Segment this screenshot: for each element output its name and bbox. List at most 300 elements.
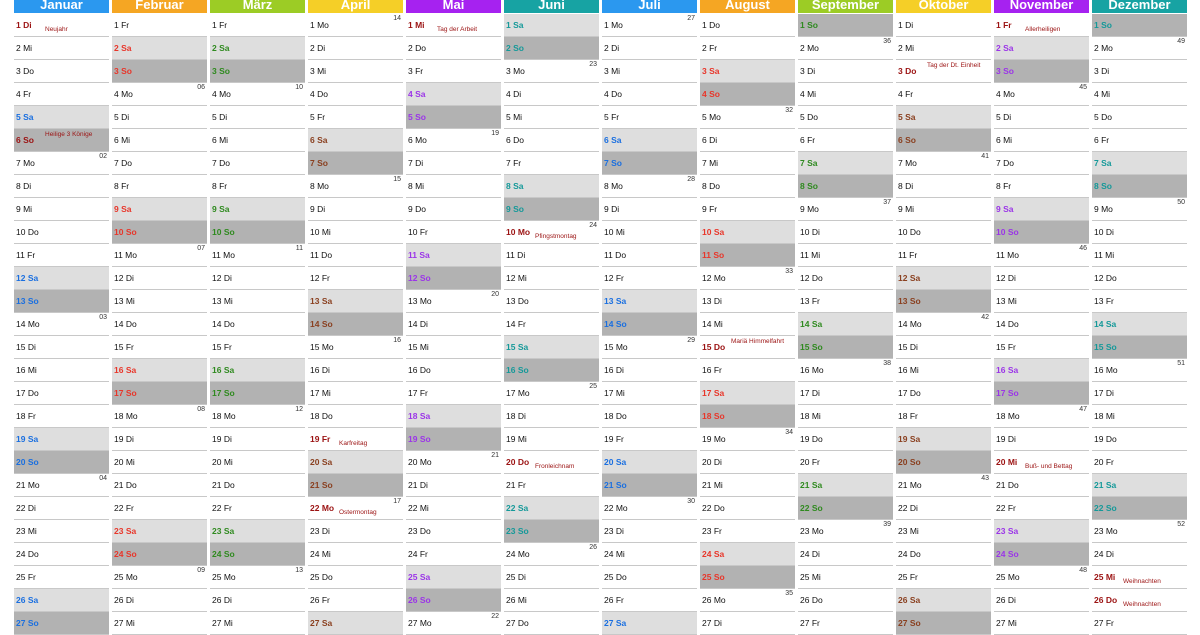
day-cell[interactable] xyxy=(210,244,305,267)
day-cell[interactable] xyxy=(308,106,403,129)
day-cell[interactable] xyxy=(504,106,599,129)
day-cell[interactable] xyxy=(798,14,893,37)
day-cell[interactable] xyxy=(504,198,599,221)
day-cell[interactable] xyxy=(602,313,697,336)
day-cell[interactable] xyxy=(504,566,599,589)
day-cell[interactable] xyxy=(994,37,1089,60)
day-cell[interactable] xyxy=(112,60,207,83)
day-cell[interactable] xyxy=(994,543,1089,566)
day-cell[interactable] xyxy=(602,83,697,106)
day-cell[interactable] xyxy=(308,336,403,359)
day-cell[interactable] xyxy=(1092,267,1187,290)
day-cell[interactable] xyxy=(112,543,207,566)
day-cell[interactable] xyxy=(308,83,403,106)
day-cell[interactable] xyxy=(14,60,109,83)
day-cell[interactable] xyxy=(210,474,305,497)
day-cell[interactable] xyxy=(210,382,305,405)
day-cell[interactable] xyxy=(602,428,697,451)
day-cell[interactable] xyxy=(406,382,501,405)
day-cell[interactable] xyxy=(896,336,991,359)
day-cell[interactable] xyxy=(602,566,697,589)
day-cell[interactable] xyxy=(1092,497,1187,520)
day-cell[interactable] xyxy=(308,152,403,175)
day-cell[interactable] xyxy=(308,405,403,428)
day-cell[interactable] xyxy=(798,37,893,60)
day-cell[interactable] xyxy=(602,382,697,405)
day-cell[interactable] xyxy=(308,175,403,198)
day-cell[interactable] xyxy=(896,37,991,60)
day-cell[interactable] xyxy=(210,83,305,106)
day-cell[interactable] xyxy=(798,152,893,175)
day-cell[interactable] xyxy=(406,221,501,244)
day-cell[interactable] xyxy=(1092,152,1187,175)
day-cell[interactable] xyxy=(798,405,893,428)
day-cell[interactable] xyxy=(896,244,991,267)
day-cell[interactable] xyxy=(700,520,795,543)
day-cell[interactable] xyxy=(112,497,207,520)
day-cell[interactable] xyxy=(602,336,697,359)
day-cell[interactable] xyxy=(308,359,403,382)
day-cell[interactable] xyxy=(504,313,599,336)
day-cell[interactable] xyxy=(994,428,1089,451)
day-cell[interactable] xyxy=(14,221,109,244)
day-cell[interactable] xyxy=(1092,382,1187,405)
day-cell[interactable] xyxy=(1092,106,1187,129)
day-cell[interactable] xyxy=(504,474,599,497)
day-cell[interactable] xyxy=(406,267,501,290)
day-cell[interactable] xyxy=(602,497,697,520)
day-cell[interactable] xyxy=(798,474,893,497)
day-cell[interactable] xyxy=(406,520,501,543)
day-cell[interactable] xyxy=(210,451,305,474)
day-cell[interactable] xyxy=(602,60,697,83)
day-cell[interactable] xyxy=(504,612,599,635)
day-cell[interactable] xyxy=(798,359,893,382)
day-cell[interactable] xyxy=(994,244,1089,267)
day-cell[interactable] xyxy=(504,497,599,520)
day-cell[interactable] xyxy=(14,290,109,313)
day-cell[interactable] xyxy=(14,175,109,198)
day-cell[interactable] xyxy=(1092,83,1187,106)
day-cell[interactable] xyxy=(994,359,1089,382)
day-cell[interactable] xyxy=(994,106,1089,129)
day-cell[interactable] xyxy=(1092,336,1187,359)
day-cell[interactable] xyxy=(308,566,403,589)
day-cell[interactable] xyxy=(994,520,1089,543)
day-cell[interactable] xyxy=(210,152,305,175)
day-cell[interactable] xyxy=(406,129,501,152)
day-cell[interactable] xyxy=(798,428,893,451)
day-cell[interactable] xyxy=(602,244,697,267)
day-cell[interactable] xyxy=(1092,37,1187,60)
day-cell[interactable] xyxy=(406,60,501,83)
day-cell[interactable] xyxy=(504,83,599,106)
day-cell[interactable] xyxy=(210,589,305,612)
day-cell[interactable] xyxy=(1092,405,1187,428)
day-cell[interactable] xyxy=(798,589,893,612)
day-cell[interactable] xyxy=(112,336,207,359)
day-cell[interactable] xyxy=(14,382,109,405)
day-cell[interactable] xyxy=(406,244,501,267)
day-cell[interactable] xyxy=(798,83,893,106)
day-cell[interactable] xyxy=(798,129,893,152)
day-cell[interactable] xyxy=(210,359,305,382)
day-cell[interactable] xyxy=(1092,589,1187,612)
day-cell[interactable] xyxy=(308,382,403,405)
day-cell[interactable] xyxy=(1092,428,1187,451)
day-cell[interactable] xyxy=(896,14,991,37)
day-cell[interactable] xyxy=(308,543,403,566)
day-cell[interactable] xyxy=(798,566,893,589)
day-cell[interactable] xyxy=(504,152,599,175)
day-cell[interactable] xyxy=(112,589,207,612)
day-cell[interactable] xyxy=(504,405,599,428)
day-cell[interactable] xyxy=(14,543,109,566)
day-cell[interactable] xyxy=(1092,290,1187,313)
day-cell[interactable] xyxy=(798,451,893,474)
day-cell[interactable] xyxy=(504,543,599,566)
day-cell[interactable] xyxy=(896,267,991,290)
day-cell[interactable] xyxy=(112,244,207,267)
day-cell[interactable] xyxy=(896,175,991,198)
day-cell[interactable] xyxy=(308,497,403,520)
day-cell[interactable] xyxy=(994,336,1089,359)
day-cell[interactable] xyxy=(700,612,795,635)
day-cell[interactable] xyxy=(112,566,207,589)
day-cell[interactable] xyxy=(14,14,109,37)
day-cell[interactable] xyxy=(602,14,697,37)
day-cell[interactable] xyxy=(1092,520,1187,543)
day-cell[interactable] xyxy=(994,497,1089,520)
day-cell[interactable] xyxy=(700,451,795,474)
day-cell[interactable] xyxy=(308,313,403,336)
day-cell[interactable] xyxy=(504,129,599,152)
day-cell[interactable] xyxy=(112,175,207,198)
day-cell[interactable] xyxy=(602,290,697,313)
day-cell[interactable] xyxy=(1092,359,1187,382)
day-cell[interactable] xyxy=(700,428,795,451)
day-cell[interactable] xyxy=(700,60,795,83)
day-cell[interactable] xyxy=(700,359,795,382)
day-cell[interactable] xyxy=(994,152,1089,175)
day-cell[interactable] xyxy=(112,221,207,244)
day-cell[interactable] xyxy=(798,520,893,543)
day-cell[interactable] xyxy=(406,37,501,60)
day-cell[interactable] xyxy=(1092,244,1187,267)
day-cell[interactable] xyxy=(1092,221,1187,244)
day-cell[interactable] xyxy=(700,129,795,152)
day-cell[interactable] xyxy=(700,382,795,405)
day-cell[interactable] xyxy=(896,497,991,520)
day-cell[interactable] xyxy=(602,267,697,290)
day-cell[interactable] xyxy=(798,543,893,566)
day-cell[interactable] xyxy=(308,428,403,451)
day-cell[interactable] xyxy=(994,313,1089,336)
day-cell[interactable] xyxy=(700,290,795,313)
day-cell[interactable] xyxy=(896,612,991,635)
day-cell[interactable] xyxy=(798,382,893,405)
day-cell[interactable] xyxy=(112,382,207,405)
day-cell[interactable] xyxy=(14,267,109,290)
day-cell[interactable] xyxy=(602,221,697,244)
day-cell[interactable] xyxy=(700,244,795,267)
day-cell[interactable] xyxy=(602,405,697,428)
day-cell[interactable] xyxy=(14,106,109,129)
day-cell[interactable] xyxy=(504,244,599,267)
day-cell[interactable] xyxy=(210,129,305,152)
day-cell[interactable] xyxy=(406,428,501,451)
day-cell[interactable] xyxy=(406,359,501,382)
day-cell[interactable] xyxy=(406,497,501,520)
day-cell[interactable] xyxy=(504,37,599,60)
day-cell[interactable] xyxy=(14,428,109,451)
day-cell[interactable] xyxy=(896,405,991,428)
day-cell[interactable] xyxy=(896,474,991,497)
day-cell[interactable] xyxy=(1092,566,1187,589)
day-cell[interactable] xyxy=(504,60,599,83)
day-cell[interactable] xyxy=(700,267,795,290)
day-cell[interactable] xyxy=(210,543,305,566)
day-cell[interactable] xyxy=(1092,612,1187,635)
day-cell[interactable] xyxy=(602,37,697,60)
day-cell[interactable] xyxy=(308,129,403,152)
day-cell[interactable] xyxy=(112,612,207,635)
day-cell[interactable] xyxy=(896,451,991,474)
day-cell[interactable] xyxy=(210,37,305,60)
day-cell[interactable] xyxy=(112,129,207,152)
day-cell[interactable] xyxy=(112,359,207,382)
day-cell[interactable] xyxy=(700,106,795,129)
day-cell[interactable] xyxy=(1092,175,1187,198)
day-cell[interactable] xyxy=(602,359,697,382)
day-cell[interactable] xyxy=(112,290,207,313)
day-cell[interactable] xyxy=(112,428,207,451)
day-cell[interactable] xyxy=(210,313,305,336)
day-cell[interactable] xyxy=(210,290,305,313)
day-cell[interactable] xyxy=(1092,14,1187,37)
day-cell[interactable] xyxy=(700,14,795,37)
day-cell[interactable] xyxy=(896,566,991,589)
day-cell[interactable] xyxy=(406,152,501,175)
day-cell[interactable] xyxy=(1092,129,1187,152)
day-cell[interactable] xyxy=(994,290,1089,313)
day-cell[interactable] xyxy=(504,290,599,313)
day-cell[interactable] xyxy=(1092,543,1187,566)
day-cell[interactable] xyxy=(14,37,109,60)
day-cell[interactable] xyxy=(14,612,109,635)
day-cell[interactable] xyxy=(14,405,109,428)
day-cell[interactable] xyxy=(700,543,795,566)
day-cell[interactable] xyxy=(602,612,697,635)
day-cell[interactable] xyxy=(14,313,109,336)
day-cell[interactable] xyxy=(210,198,305,221)
day-cell[interactable] xyxy=(406,451,501,474)
day-cell[interactable] xyxy=(308,451,403,474)
day-cell[interactable] xyxy=(504,14,599,37)
day-cell[interactable] xyxy=(406,336,501,359)
day-cell[interactable] xyxy=(112,14,207,37)
day-cell[interactable] xyxy=(406,83,501,106)
day-cell[interactable] xyxy=(406,589,501,612)
day-cell[interactable] xyxy=(210,14,305,37)
day-cell[interactable] xyxy=(210,175,305,198)
day-cell[interactable] xyxy=(602,175,697,198)
day-cell[interactable] xyxy=(406,290,501,313)
day-cell[interactable] xyxy=(994,14,1089,37)
day-cell[interactable] xyxy=(210,106,305,129)
day-cell[interactable] xyxy=(406,14,501,37)
day-cell[interactable] xyxy=(994,589,1089,612)
day-cell[interactable] xyxy=(896,382,991,405)
day-cell[interactable] xyxy=(112,267,207,290)
day-cell[interactable] xyxy=(112,152,207,175)
day-cell[interactable] xyxy=(112,520,207,543)
day-cell[interactable] xyxy=(504,336,599,359)
day-cell[interactable] xyxy=(504,382,599,405)
day-cell[interactable] xyxy=(602,152,697,175)
day-cell[interactable] xyxy=(896,359,991,382)
day-cell[interactable] xyxy=(504,520,599,543)
day-cell[interactable] xyxy=(700,37,795,60)
day-cell[interactable] xyxy=(308,520,403,543)
day-cell[interactable] xyxy=(700,497,795,520)
day-cell[interactable] xyxy=(798,336,893,359)
day-cell[interactable] xyxy=(798,198,893,221)
day-cell[interactable] xyxy=(406,175,501,198)
day-cell[interactable] xyxy=(504,589,599,612)
day-cell[interactable] xyxy=(700,198,795,221)
day-cell[interactable] xyxy=(1092,198,1187,221)
day-cell[interactable] xyxy=(308,221,403,244)
day-cell[interactable] xyxy=(994,60,1089,83)
day-cell[interactable] xyxy=(406,198,501,221)
day-cell[interactable] xyxy=(798,221,893,244)
day-cell[interactable] xyxy=(700,83,795,106)
day-cell[interactable] xyxy=(210,267,305,290)
day-cell[interactable] xyxy=(602,129,697,152)
day-cell[interactable] xyxy=(700,152,795,175)
day-cell[interactable] xyxy=(994,405,1089,428)
day-cell[interactable] xyxy=(14,336,109,359)
day-cell[interactable] xyxy=(504,428,599,451)
day-cell[interactable] xyxy=(210,612,305,635)
day-cell[interactable] xyxy=(210,60,305,83)
day-cell[interactable] xyxy=(994,198,1089,221)
day-cell[interactable] xyxy=(700,566,795,589)
day-cell[interactable] xyxy=(14,359,109,382)
day-cell[interactable] xyxy=(798,244,893,267)
day-cell[interactable] xyxy=(994,129,1089,152)
day-cell[interactable] xyxy=(210,520,305,543)
day-cell[interactable] xyxy=(14,244,109,267)
day-cell[interactable] xyxy=(994,566,1089,589)
day-cell[interactable] xyxy=(602,543,697,566)
day-cell[interactable] xyxy=(112,83,207,106)
day-cell[interactable] xyxy=(602,520,697,543)
day-cell[interactable] xyxy=(406,566,501,589)
day-cell[interactable] xyxy=(896,152,991,175)
day-cell[interactable] xyxy=(112,198,207,221)
day-cell[interactable] xyxy=(700,405,795,428)
day-cell[interactable] xyxy=(994,175,1089,198)
day-cell[interactable] xyxy=(112,474,207,497)
day-cell[interactable] xyxy=(406,543,501,566)
day-cell[interactable] xyxy=(700,175,795,198)
day-cell[interactable] xyxy=(896,589,991,612)
day-cell[interactable] xyxy=(504,221,599,244)
day-cell[interactable] xyxy=(896,129,991,152)
day-cell[interactable] xyxy=(308,244,403,267)
day-cell[interactable] xyxy=(896,428,991,451)
day-cell[interactable] xyxy=(602,451,697,474)
day-cell[interactable] xyxy=(896,106,991,129)
day-cell[interactable] xyxy=(700,474,795,497)
day-cell[interactable] xyxy=(602,106,697,129)
day-cell[interactable] xyxy=(504,175,599,198)
day-cell[interactable] xyxy=(308,14,403,37)
day-cell[interactable] xyxy=(210,566,305,589)
day-cell[interactable] xyxy=(1092,474,1187,497)
day-cell[interactable] xyxy=(994,451,1089,474)
day-cell[interactable] xyxy=(112,313,207,336)
day-cell[interactable] xyxy=(798,267,893,290)
day-cell[interactable] xyxy=(308,267,403,290)
day-cell[interactable] xyxy=(798,497,893,520)
day-cell[interactable] xyxy=(896,83,991,106)
day-cell[interactable] xyxy=(798,290,893,313)
day-cell[interactable] xyxy=(210,336,305,359)
day-cell[interactable] xyxy=(994,474,1089,497)
day-cell[interactable] xyxy=(112,106,207,129)
day-cell[interactable] xyxy=(700,221,795,244)
day-cell[interactable] xyxy=(14,474,109,497)
day-cell[interactable] xyxy=(1092,60,1187,83)
day-cell[interactable] xyxy=(308,474,403,497)
day-cell[interactable] xyxy=(210,428,305,451)
day-cell[interactable] xyxy=(112,37,207,60)
day-cell[interactable] xyxy=(896,198,991,221)
day-cell[interactable] xyxy=(798,612,893,635)
day-cell[interactable] xyxy=(14,198,109,221)
day-cell[interactable] xyxy=(308,60,403,83)
day-cell[interactable] xyxy=(14,520,109,543)
day-cell[interactable] xyxy=(798,60,893,83)
day-cell[interactable] xyxy=(994,83,1089,106)
day-cell[interactable] xyxy=(406,474,501,497)
day-cell[interactable] xyxy=(308,198,403,221)
day-cell[interactable] xyxy=(602,198,697,221)
day-cell[interactable] xyxy=(210,221,305,244)
day-cell[interactable] xyxy=(896,290,991,313)
day-cell[interactable] xyxy=(308,290,403,313)
day-cell[interactable] xyxy=(896,221,991,244)
day-cell[interactable] xyxy=(406,106,501,129)
day-cell[interactable] xyxy=(994,612,1089,635)
day-cell[interactable] xyxy=(602,474,697,497)
day-cell[interactable] xyxy=(994,267,1089,290)
day-cell[interactable] xyxy=(896,60,991,83)
day-cell[interactable] xyxy=(994,382,1089,405)
day-cell[interactable] xyxy=(700,313,795,336)
day-cell[interactable] xyxy=(798,106,893,129)
day-cell[interactable] xyxy=(700,336,795,359)
day-cell[interactable] xyxy=(210,405,305,428)
day-cell[interactable] xyxy=(1092,313,1187,336)
day-cell[interactable] xyxy=(112,405,207,428)
day-cell[interactable] xyxy=(112,451,207,474)
day-cell[interactable] xyxy=(14,152,109,175)
day-cell[interactable] xyxy=(602,589,697,612)
